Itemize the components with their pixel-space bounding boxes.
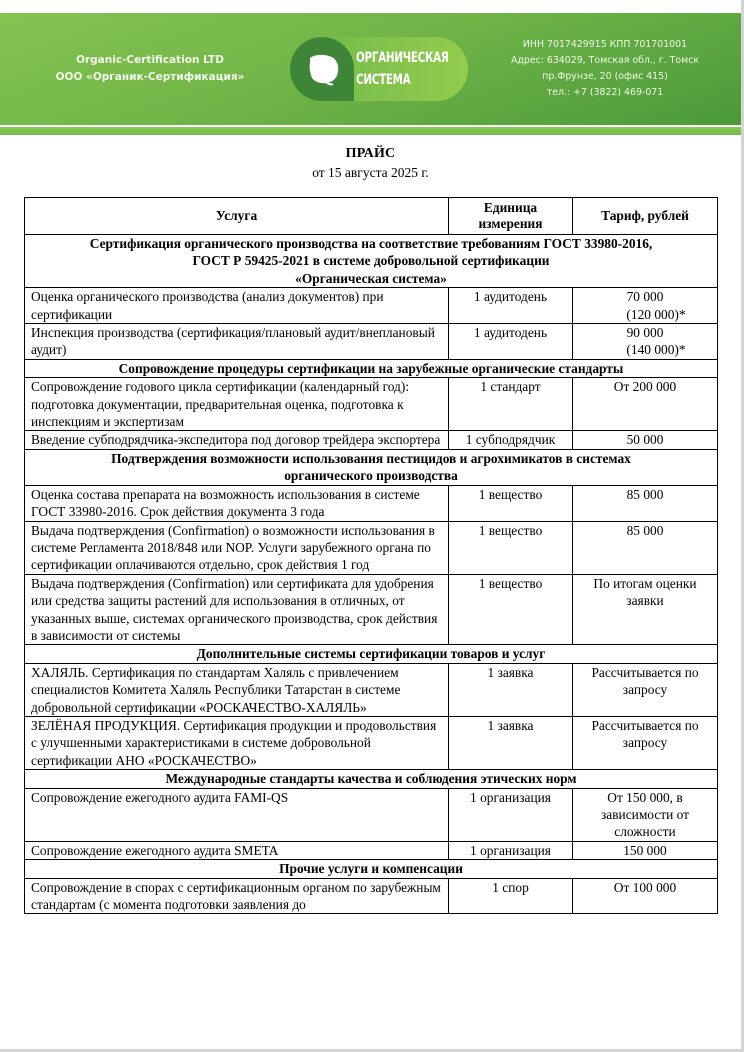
document-date: от 15 августа 2025 г. <box>312 165 429 180</box>
unit-cell: 1 заявка <box>449 663 573 716</box>
section-row <box>25 860 718 878</box>
company-name-block <box>30 52 270 86</box>
table-row <box>25 521 718 574</box>
document-title: ПРАЙС <box>345 146 396 161</box>
unit-cell: 1 субподрядчик <box>449 431 573 449</box>
section-title <box>25 235 718 288</box>
tariff-cell: От 100 000 <box>573 878 718 914</box>
section-row <box>25 449 718 485</box>
tariff-cell <box>573 288 718 324</box>
section-title: Сопровождение процедуры сертификации на зарубежные органические стандарты <box>25 359 718 377</box>
leaf-icon <box>305 51 341 87</box>
table-row <box>25 485 718 521</box>
unit-cell: 1 вещество <box>449 521 573 574</box>
section-row <box>25 645 718 663</box>
unit-cell: 1 организация <box>449 841 573 859</box>
section-title: Подтверждения возможности использования пестицидов и агрохимикатов в системах органического производства <box>25 449 718 485</box>
table-row <box>25 288 718 324</box>
tariff-cell: 50 000 <box>573 431 718 449</box>
tariff-cell: 85 000 <box>573 485 718 521</box>
service-cell: Оценка органического производства (анализ документов) при сертификации <box>25 288 449 324</box>
section-title-line: «Органическая система» <box>295 270 447 286</box>
table-row <box>25 378 718 431</box>
table-header-row <box>25 198 718 235</box>
logo-text <box>356 47 449 91</box>
service-cell: Выдача подтверждения (Confirmation) или сертификата для удобрения или средства защиты растений для использования в отличных, от указанных выше, системах органического производства, срок действия в зависимости от системы <box>25 574 449 645</box>
logo-text-line1: ОРГАНИЧЕСКАЯ <box>356 50 449 66</box>
column-header-unit: Единица измерения <box>449 198 573 235</box>
service-cell: Инспекция производства (сертификация/плановый аудит/внеплановый аудит) <box>25 324 449 360</box>
unit-cell: 1 заявка <box>449 716 573 769</box>
table-row <box>25 431 718 449</box>
table-row <box>25 841 718 859</box>
unit-cell: 1 организация <box>449 788 573 841</box>
section-row <box>25 770 718 788</box>
table-row <box>25 788 718 841</box>
unit-cell: 1 вещество <box>449 574 573 645</box>
address-line2: пр.Фрунзе, 20 (офис 415) <box>542 71 668 82</box>
table-row <box>25 663 718 716</box>
tariff-value: 70 000 <box>626 289 664 305</box>
unit-cell: 1 спор <box>449 878 573 914</box>
logo-badge <box>290 37 354 101</box>
section-title: Прочие услуги и компенсации <box>25 860 718 878</box>
service-cell: Сопровождение в спорах с сертификационным органом по зарубежным стандартам (с момента подготовки заявления до <box>25 878 449 914</box>
company-name-en: Organic-Certification LTD <box>76 54 224 66</box>
table-row <box>25 716 718 769</box>
price-table <box>24 197 718 914</box>
address-line1: Адрес: 634029, Томская обл., г. Томск <box>510 55 700 66</box>
column-header-tariff: Тариф, рублей <box>573 198 718 235</box>
section-row <box>25 235 718 288</box>
service-cell: Сопровождение годового цикла сертификации (календарный год): подготовка документации, предварительная оценка, подготовка к инспекциям и экспертизам <box>25 378 449 431</box>
table-row <box>25 574 718 645</box>
unit-cell: 1 стандарт <box>449 378 573 431</box>
logo-text-line2: СИСТЕМА <box>356 72 411 88</box>
section-row <box>25 359 718 377</box>
tariff-alt-value: (120 000)* <box>626 306 686 322</box>
service-cell: Введение субподрядчика-экспедитора под договор трейдера экспортера <box>25 431 449 449</box>
letterhead-banner <box>0 13 741 125</box>
service-cell: ЗЕЛЁНАЯ ПРОДУКЦИЯ. Сертификация продукции и продовольствия с улучшенными характеристиками в системе добровольной сертификации АНО «РОСКАЧЕСТВО» <box>25 716 449 769</box>
service-cell: Оценка состава препарата на возможность использования в системе ГОСТ 33980-2016. Срок действия документа 3 года <box>25 485 449 521</box>
service-cell: Выдача подтверждения (Confirmation) о возможности использования в системе Регламента 2018/848 или NOP. Услуги зарубежного органа по сертификации оплачиваются отдельно, срок действия 1 год <box>25 521 449 574</box>
tariff-cell: От 150 000, в зависимости от сложности <box>573 788 718 841</box>
tariff-cell: 85 000 <box>573 521 718 574</box>
tariff-cell: От 200 000 <box>573 378 718 431</box>
table-row <box>25 878 718 914</box>
tariff-cell: По итогам оценки заявки <box>573 574 718 645</box>
service-cell: Сопровождение ежегодного аудита SMETA <box>25 841 449 859</box>
inn-kpp: ИНН 7017429915 КПП 701701001 <box>522 39 688 50</box>
unit-cell: 1 вещество <box>449 485 573 521</box>
unit-cell: 1 аудитодень <box>449 288 573 324</box>
section-title: Дополнительные системы сертификации товаров и услуг <box>25 645 718 663</box>
company-requisites <box>500 37 710 101</box>
tariff-value: 90 000 <box>626 325 664 341</box>
service-cell: Сопровождение ежегодного аудита FAMI-QS <box>25 788 449 841</box>
company-name-ru: ООО «Органик-Сертификация» <box>55 71 245 83</box>
tariff-cell <box>573 324 718 360</box>
banner-strip <box>0 127 741 135</box>
organic-system-logo <box>290 37 468 101</box>
section-title-line: ГОСТ Р 59425-2021 в системе добровольной сертификации <box>192 253 550 269</box>
table-row <box>25 324 718 360</box>
column-header-service: Услуга <box>25 198 449 235</box>
section-title: Международные стандарты качества и соблюдения этических норм <box>25 770 718 788</box>
section-title-line: Сертификация органического производства на соответствие требованиям ГОСТ 33980-2016, <box>89 236 653 251</box>
phone: тел.: +7 (3822) 469-071 <box>546 87 664 98</box>
service-cell: ХАЛЯЛЬ. Сертификация по стандартам Халяль с привлечением специалистов Комитета Халяль Республики Татарстан в системе добровольной сертификации «РОСКАЧЕСТВО-ХАЛЯЛЬ» <box>25 663 449 716</box>
tariff-alt-value: (140 000)* <box>626 342 686 358</box>
tariff-cell: Рассчитывается по запросу <box>573 663 718 716</box>
tariff-cell: Рассчитывается по запросу <box>573 716 718 769</box>
tariff-cell: 150 000 <box>573 841 718 859</box>
unit-cell: 1 аудитодень <box>449 324 573 360</box>
